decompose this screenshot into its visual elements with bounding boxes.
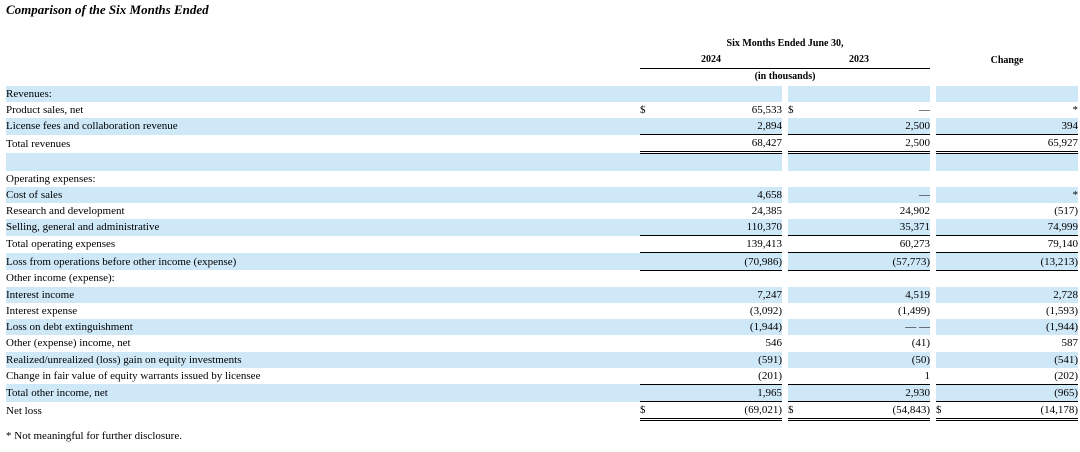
currency-symbol (936, 368, 948, 385)
value-2023: — (800, 187, 930, 203)
currency-symbol (936, 352, 948, 368)
footnote: * Not meaningful for further disclosure. (6, 430, 182, 442)
row-label: Revenues: (6, 86, 640, 102)
currency-symbol (788, 203, 800, 219)
value-2023: (57,773) (800, 253, 930, 270)
currency-symbol (640, 171, 652, 187)
value-2023: — — (800, 319, 930, 335)
value-2023: 2,500 (800, 135, 930, 153)
value-2024: 24,385 (751, 204, 782, 217)
currency-symbol (640, 270, 652, 287)
currency-symbol: $ (788, 402, 800, 420)
currency-symbol (640, 236, 652, 253)
value-2023 (800, 270, 930, 287)
table-row (6, 203, 1078, 219)
value-2023: 60,273 (800, 236, 930, 253)
currency-symbol (640, 219, 652, 236)
currency-symbol (640, 135, 652, 153)
value-2024: 65,533 (751, 103, 782, 116)
value-2024: (69,021) (652, 402, 782, 420)
value-change: 79,140 (948, 236, 1078, 253)
table-row (6, 86, 1078, 102)
table-row (6, 118, 1078, 135)
currency-symbol (640, 303, 652, 319)
value-change (948, 86, 1078, 102)
value-2024: 68,427 (652, 135, 782, 153)
value-change: (14,178) (948, 402, 1078, 420)
row-label: Interest expense (6, 305, 78, 318)
currency-symbol (936, 236, 948, 253)
currency-symbol (640, 384, 652, 401)
currency-symbol (936, 203, 948, 219)
value-change: * (1072, 103, 1079, 116)
table-row (6, 135, 1078, 153)
currency-symbol (788, 187, 800, 203)
currency-symbol (936, 253, 948, 270)
currency-symbol (936, 335, 948, 351)
currency-symbol (640, 253, 652, 270)
currency-symbol (640, 187, 652, 203)
value-2023: (50) (800, 352, 930, 368)
table-row (6, 352, 1078, 368)
currency-symbol (640, 287, 652, 303)
unit-header: (in thousands) (640, 69, 930, 86)
row-label: Total revenues (6, 137, 71, 150)
year-2024-header: 2024 (640, 52, 782, 69)
currency-symbol (788, 171, 800, 187)
value-2023 (800, 171, 930, 187)
table-row (6, 270, 1078, 287)
value-2024: (591) (652, 352, 782, 368)
row-label: Other (expense) income, net (6, 337, 131, 350)
value-change: 394 (948, 118, 1078, 135)
row-label: Research and development (6, 204, 125, 217)
currency-symbol (640, 86, 652, 102)
value-2024: 1,965 (652, 384, 782, 401)
currency-symbol (936, 270, 948, 287)
row-label: Product sales, net (6, 103, 84, 116)
value-2024: (1,944) (652, 319, 782, 335)
table-row (6, 335, 1078, 351)
value-2024: 110,370 (652, 219, 782, 236)
value-2024: 2,894 (652, 118, 782, 135)
currency-symbol: $ (640, 402, 652, 420)
row-label: Net loss (6, 404, 42, 417)
table-row (6, 287, 1078, 303)
table-row (6, 187, 1078, 203)
table-row (6, 319, 1078, 335)
currency-symbol (788, 287, 800, 303)
table-row (6, 219, 1078, 236)
comparison-table (6, 36, 1078, 421)
currency-symbol (640, 153, 652, 171)
currency-symbol (936, 86, 948, 102)
currency-symbol (788, 253, 800, 270)
header-row-years (6, 52, 1078, 69)
value-change: (1,593) (1045, 305, 1079, 318)
value-change: 587 (1061, 337, 1079, 350)
value-2023: 4,519 (800, 287, 930, 303)
value-2023 (800, 153, 930, 171)
currency-symbol: $ (640, 103, 646, 116)
value-2024: 7,247 (652, 287, 782, 303)
value-change: (202) (948, 368, 1078, 385)
row-label: Cost of sales (6, 187, 640, 203)
currency-symbol (640, 203, 652, 219)
currency-symbol (788, 270, 800, 287)
currency-symbol: $ (936, 402, 948, 420)
value-2024: (70,986) (652, 253, 782, 270)
table-row (6, 303, 1078, 319)
value-2024: 546 (765, 337, 782, 350)
value-2024: (3,092) (749, 305, 782, 318)
row-label: Selling, general and administrative (6, 219, 640, 236)
value-2024: 4,658 (652, 187, 782, 203)
value-2023 (800, 86, 930, 102)
row-label: Loss from operations before other income (expense) (6, 253, 640, 270)
currency-symbol (936, 102, 948, 118)
value-2023: (1,499) (897, 305, 931, 318)
row-label: Other income (expense): (6, 272, 115, 285)
row-label: Interest income (6, 287, 640, 303)
currency-symbol (936, 118, 948, 135)
value-2024 (652, 86, 782, 102)
currency-symbol (788, 153, 800, 171)
value-2024 (652, 171, 782, 187)
currency-symbol: $ (788, 103, 794, 116)
table-row (6, 236, 1078, 253)
table-row (6, 402, 1078, 420)
currency-symbol (936, 153, 948, 171)
value-2023: 24,902 (899, 204, 931, 217)
currency-symbol (936, 303, 948, 319)
currency-symbol (936, 187, 948, 203)
currency-symbol (936, 135, 948, 153)
currency-symbol (788, 335, 800, 351)
row-label (6, 153, 640, 171)
period-header: Six Months Ended June 30, (726, 38, 844, 50)
value-change: (541) (948, 352, 1078, 368)
value-change: 2,728 (948, 287, 1078, 303)
value-change: (1,944) (948, 319, 1078, 335)
currency-symbol (788, 135, 800, 153)
currency-symbol (788, 118, 800, 135)
value-2023: (41) (911, 337, 931, 350)
page-title: Comparison of the Six Months Ended (6, 2, 209, 17)
value-change (948, 153, 1078, 171)
table-row (6, 102, 1078, 118)
table-row (6, 153, 1078, 171)
value-change: (965) (948, 384, 1078, 401)
currency-symbol (936, 319, 948, 335)
table-row (6, 368, 1078, 385)
currency-symbol (788, 236, 800, 253)
table-row (6, 384, 1078, 401)
value-2023: 2,930 (800, 384, 930, 401)
header-row-unit (6, 69, 1078, 86)
value-2023: 35,371 (800, 219, 930, 236)
value-2024 (652, 153, 782, 171)
value-change (948, 171, 1078, 187)
currency-symbol (640, 335, 652, 351)
value-2023: 2,500 (800, 118, 930, 135)
currency-symbol (788, 368, 800, 385)
currency-symbol (640, 368, 652, 385)
value-2024: (201) (652, 368, 782, 385)
row-label: Change in fair value of equity warrants issued by licensee (6, 370, 261, 383)
row-label: Total operating expenses (6, 238, 116, 251)
currency-symbol (640, 118, 652, 135)
value-change: 74,999 (948, 219, 1078, 236)
row-label: Realized/unrealized (loss) gain on equity investments (6, 352, 640, 368)
row-label: License fees and collaboration revenue (6, 118, 640, 135)
currency-symbol (788, 319, 800, 335)
currency-symbol (788, 352, 800, 368)
value-change: (13,213) (948, 253, 1078, 270)
currency-symbol (640, 352, 652, 368)
value-change (948, 270, 1078, 287)
row-label: Total other income, net (6, 384, 640, 401)
value-2024 (652, 270, 782, 287)
value-2023: (54,843) (800, 402, 930, 420)
change-header: Change (990, 54, 1024, 66)
currency-symbol (936, 287, 948, 303)
header-row-period (6, 36, 1078, 52)
value-change: * (948, 187, 1078, 203)
table-row (6, 171, 1078, 187)
currency-symbol (788, 303, 800, 319)
value-change: 65,927 (948, 135, 1078, 153)
currency-symbol (788, 219, 800, 236)
value-2024: 139,413 (652, 236, 782, 253)
currency-symbol (640, 319, 652, 335)
currency-symbol (936, 219, 948, 236)
value-2023: — (919, 103, 931, 116)
row-label: Operating expenses: (6, 172, 96, 185)
year-2023-header: 2023 (788, 52, 930, 69)
currency-symbol (936, 384, 948, 401)
value-2023: 1 (800, 368, 930, 385)
row-label: Loss on debt extinguishment (6, 319, 640, 335)
currency-symbol (788, 384, 800, 401)
value-change: (517) (1054, 204, 1079, 217)
currency-symbol (936, 171, 948, 187)
currency-symbol (788, 86, 800, 102)
table-row (6, 253, 1078, 270)
